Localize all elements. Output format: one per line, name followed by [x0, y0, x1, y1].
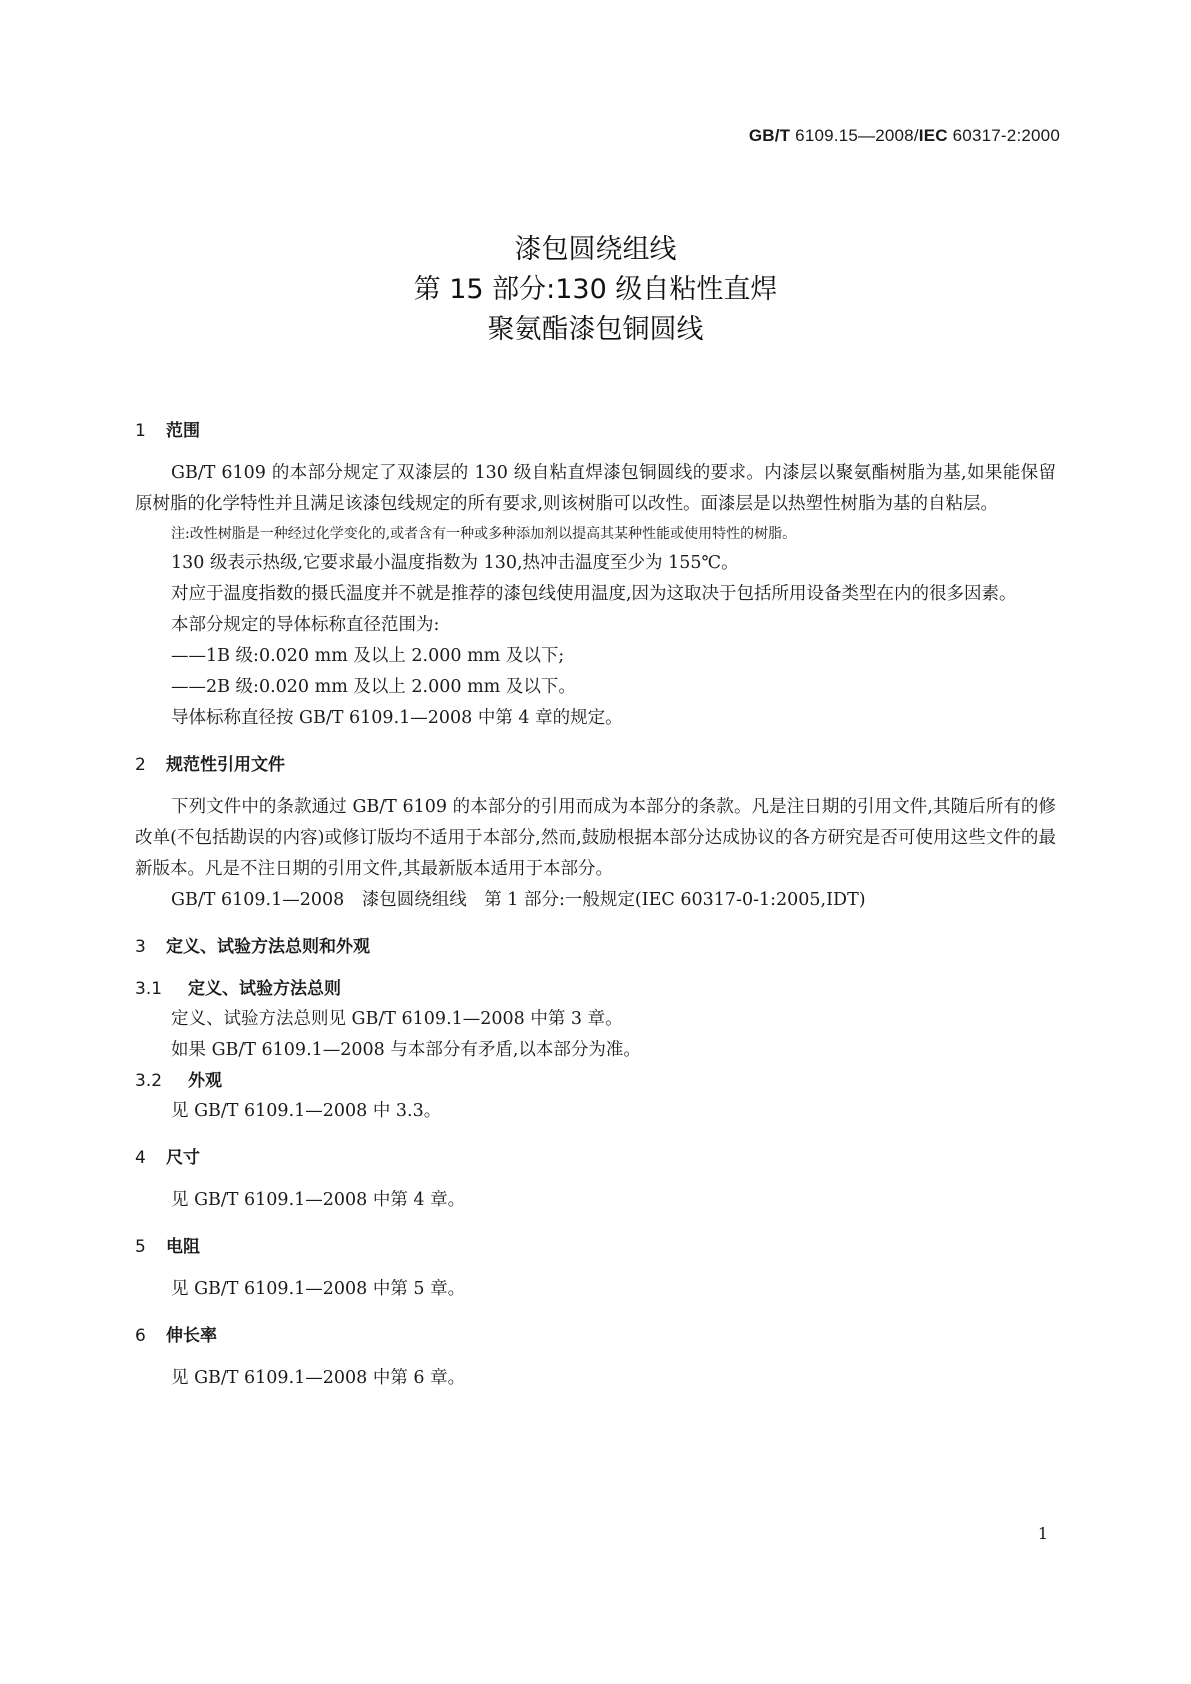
document-title	[0, 230, 1191, 350]
subsection-3-1-heading	[135, 974, 1056, 1004]
section-1-paragraph-5: 导体标称直径按 GB/T 6109.1—2008 中第 4 章的规定。	[171, 708, 623, 728]
section-4-paragraph-1: 见 GB/T 6109.1—2008 中第 4 章。	[171, 1190, 466, 1210]
section-1-paragraph-3: 对应于温度指数的摄氏温度并不就是推荐的漆包线使用温度,因为这取决于包括所用设备类型在内的很多因素。	[171, 584, 1017, 604]
subsection-number: 3.1	[135, 979, 163, 999]
subsection-3-1-paragraph-2: 如果 GB/T 6109.1—2008 与本部分有矛盾,以本部分为准。	[171, 1040, 641, 1060]
section-1-paragraph-4: 本部分规定的导体标称直径范围为:	[171, 615, 440, 635]
section-1-list-item-1: ——1B 级:0.020 mm 及以上 2.000 mm 及以下;	[171, 646, 565, 666]
doc-id-iec: IEC	[918, 126, 948, 145]
doc-id-prefix: GB/T	[748, 126, 791, 145]
section-5-heading	[135, 1232, 1056, 1262]
section-1-note: 注:改性树脂是一种经过化学变化的,或者含有一种或多种添加剂以提高其某种性能或使用特性的树脂。	[171, 526, 797, 542]
title-line-2: 第 15 部分:130 级自粘性直焊	[413, 274, 778, 305]
section-title: 规范性引用文件	[166, 755, 285, 775]
section-title: 尺寸	[166, 1148, 200, 1168]
section-1-paragraph-1: GB/T 6109 的本部分规定了双漆层的 130 级自粘直焊漆包铜圆线的要求。内漆层以聚氨酯树脂为基,如果能保留原树脂的化学特性并且满足该漆包线规定的所有要求,则该树脂可以改性。面漆层是以热塑性树脂为基的自粘层。	[135, 463, 1056, 514]
section-2-heading	[135, 750, 1056, 780]
subsection-3-2-paragraph-1: 见 GB/T 6109.1—2008 中 3.3。	[171, 1101, 442, 1121]
subsection-title: 定义、试验方法总则	[188, 979, 341, 999]
section-title: 电阻	[166, 1237, 200, 1257]
section-number: 4	[135, 1148, 146, 1168]
page-number: 1	[1037, 1524, 1048, 1543]
section-number: 5	[135, 1237, 146, 1257]
subsection-3-2-heading	[135, 1066, 1056, 1096]
section-1-heading	[135, 416, 1056, 446]
doc-id-number: 6109.15—2008/	[795, 126, 919, 145]
section-1-paragraph-2: 130 级表示热级,它要求最小温度指数为 130,热冲击温度至少为 155℃。	[171, 553, 739, 573]
document-body	[135, 416, 1056, 1394]
subsection-title: 外观	[188, 1071, 222, 1091]
section-2-paragraph-1: 下列文件中的条款通过 GB/T 6109 的本部分的引用而成为本部分的条款。凡是注日期的引用文件,其随后所有的修改单(不包括勘误的内容)或修订版均不适用于本部分,然而,鼓励根据本部分达成协议的各方研究是否可使用这些文件的最新版本。凡是不注日期的引用文件,其最新版本适用于本部分。	[135, 797, 1056, 879]
section-title: 伸长率	[166, 1326, 217, 1346]
section-4-heading	[135, 1143, 1056, 1173]
section-2-reference-1: GB/T 6109.1—2008 漆包圆绕组线 第 1 部分:一般规定(IEC 60317-0-1:2005,IDT)	[171, 890, 866, 910]
title-line-3: 聚氨酯漆包铜圆线	[487, 314, 704, 345]
document-id	[749, 126, 1060, 146]
section-number: 6	[135, 1326, 146, 1346]
section-title: 定义、试验方法总则和外观	[166, 937, 370, 957]
section-number: 3	[135, 937, 146, 957]
section-number: 1	[135, 421, 146, 441]
section-1-list-item-2: ——2B 级:0.020 mm 及以上 2.000 mm 及以下。	[171, 677, 576, 697]
section-5-paragraph-1: 见 GB/T 6109.1—2008 中第 5 章。	[171, 1279, 466, 1299]
section-3-heading	[135, 932, 1056, 962]
section-title: 范围	[166, 421, 200, 441]
subsection-3-1-paragraph-1: 定义、试验方法总则见 GB/T 6109.1—2008 中第 3 章。	[171, 1009, 623, 1029]
section-6-paragraph-1: 见 GB/T 6109.1—2008 中第 6 章。	[171, 1368, 466, 1388]
subsection-number: 3.2	[135, 1071, 163, 1091]
title-line-1: 漆包圆绕组线	[514, 234, 677, 265]
section-number: 2	[135, 755, 146, 775]
section-6-heading	[135, 1321, 1056, 1351]
doc-id-iec-number: 60317-2:2000	[952, 126, 1060, 145]
